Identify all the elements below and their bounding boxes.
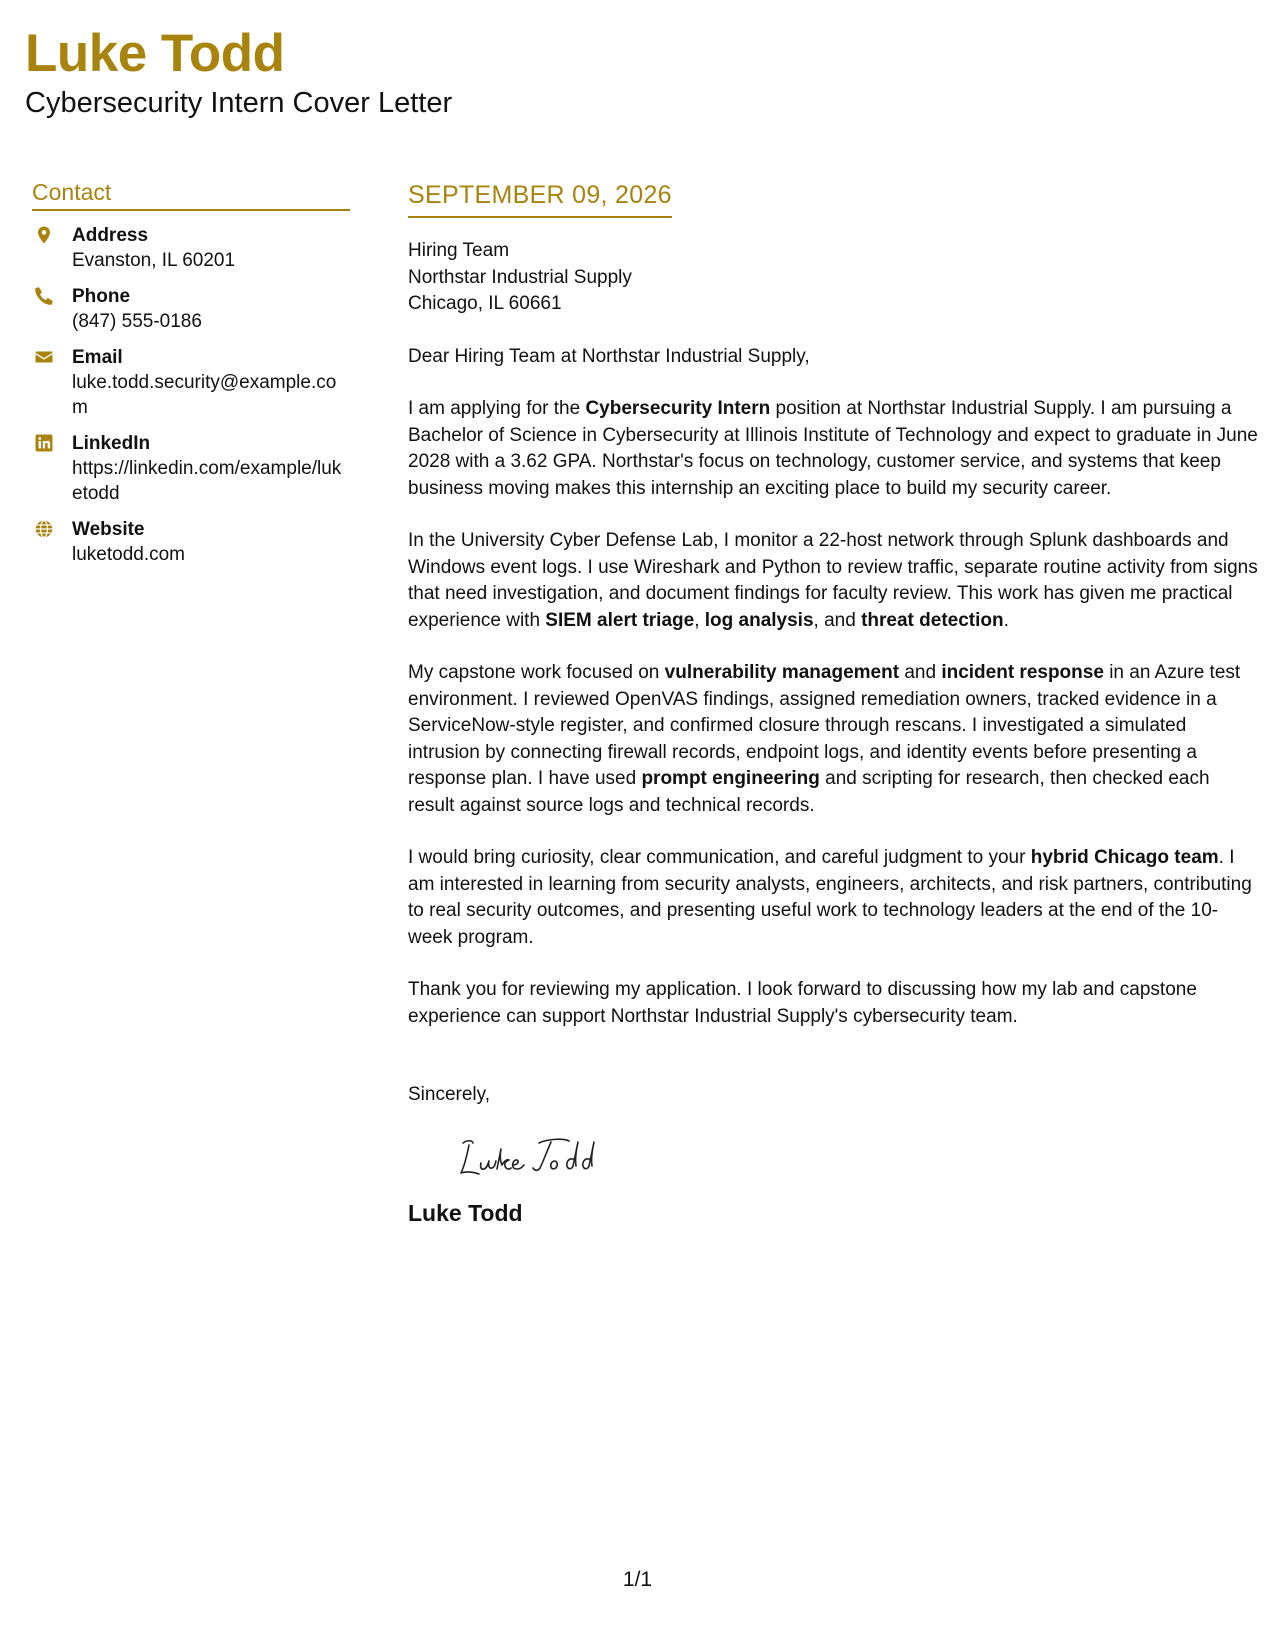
text-run: . (1003, 609, 1009, 631)
document-subtitle: Cybersecurity Intern Cover Letter (25, 87, 453, 119)
signature-image (455, 1135, 625, 1181)
text-run: in an Azure test environment. I reviewed OpenVAS findings, assigned remediation owners, tracked evidence in a ServiceNow-style register, and confirmed closure through rescans. I investigated a simulated intrusion by connecting firewall records, endpoint logs, and identity events before presenting a response plan. I have used (408, 662, 1241, 789)
salutation: Dear Hiring Team at Northstar Industrial Supply, (408, 345, 810, 367)
signer-name: Luke Todd (408, 1199, 523, 1226)
bold-run: hybrid Chicago team (1030, 847, 1219, 868)
contact-value: (847) 555-0186 (72, 311, 202, 332)
contact-heading: Contact (32, 178, 350, 211)
website-link[interactable]: luketodd.com (72, 544, 186, 565)
bold-run: SIEM alert triage (545, 609, 695, 631)
phone-icon (32, 284, 72, 334)
paragraph-closing: Thank you for reviewing my application. I look forward to discussing how my lab and capstone experience can support Northstar Industrial Supply's cybersecurity team. (408, 979, 1197, 1027)
contact-label: Email (72, 347, 123, 368)
paragraph-capstone (408, 660, 1258, 819)
text-run: and (899, 662, 942, 683)
linkedin-link[interactable]: https://linkedin.com/example/luketodd (72, 458, 342, 504)
text-run: . I am interested in learning from security analysts, engineers, architects, and risk partners, contributing to real security outcomes, and presenting useful work to technology leaders at the end of the 10-week program. (408, 847, 1252, 948)
text-run: I am applying for the (408, 398, 586, 419)
bold-run: incident response (941, 662, 1104, 683)
letter-body (408, 180, 1258, 1227)
page-number: 1/1 (622, 1568, 653, 1591)
recipient-line: Northstar Industrial Supply (408, 266, 632, 288)
letter-date: SEPTEMBER 09, 2026 (408, 180, 672, 218)
text-run: My capstone work focused on (408, 662, 665, 683)
contact-value: Evanston, IL 60201 (72, 250, 236, 271)
bold-run: log analysis (704, 609, 814, 631)
paragraph-intro (408, 396, 1258, 502)
closing: Sincerely, (408, 1084, 491, 1105)
globe-icon (32, 517, 72, 567)
text-run: and scripting for research, then checked each result against source logs and technical records. (408, 768, 1210, 816)
text-run: , and (813, 609, 862, 631)
contact-label: Address (72, 225, 149, 246)
linkedin-icon (32, 431, 72, 506)
header (25, 24, 452, 120)
contact-label: LinkedIn (72, 433, 151, 454)
candidate-name: Luke Todd (25, 24, 285, 83)
text-run: position at Northstar Industrial Supply. I am pursuing a Bachelor of Science in Cybersecurity at Illinois Institute of Technology and expect to graduate in June 2028 with a 3.62 GPA. Northstar's focus on technology, customer service, and systems that keep business moving makes this internship an exciting place to build my security career. (408, 398, 1258, 499)
recipient-line: Hiring Team (408, 240, 510, 261)
contact-label: Phone (72, 286, 131, 307)
text-run: In the University Cyber Defense Lab, I monitor a 22-host network through Splunk dashboards and Windows event logs. I use Wireshark and Python to review traffic, separate routine activity from signs that need investigation, and document findings for faculty review. This work has given me practical experience with (408, 530, 1258, 631)
contact-address (32, 223, 350, 273)
contact-email (32, 345, 350, 420)
paragraph-lab (408, 528, 1258, 634)
paragraph-team (408, 845, 1258, 951)
map-pin-icon (32, 223, 72, 273)
bold-run: Cybersecurity Intern (585, 398, 771, 419)
recipient-line: Chicago, IL 60661 (408, 293, 562, 314)
bold-run: prompt engineering (641, 768, 820, 789)
contact-linkedin (32, 431, 350, 506)
contact-label: Website (72, 519, 145, 540)
bold-run: threat detection (861, 609, 1004, 631)
bold-run: vulnerability management (664, 662, 900, 683)
email-link[interactable]: luke.todd.security@example.com (72, 372, 337, 418)
recipient-block (408, 238, 1258, 318)
text-run: I would bring curiosity, clear communication, and careful judgment to your (408, 847, 1031, 868)
envelope-icon (32, 345, 72, 420)
text-run: , (694, 609, 705, 631)
contact-sidebar (32, 178, 350, 567)
contact-website (32, 517, 350, 567)
contact-phone (32, 284, 350, 334)
